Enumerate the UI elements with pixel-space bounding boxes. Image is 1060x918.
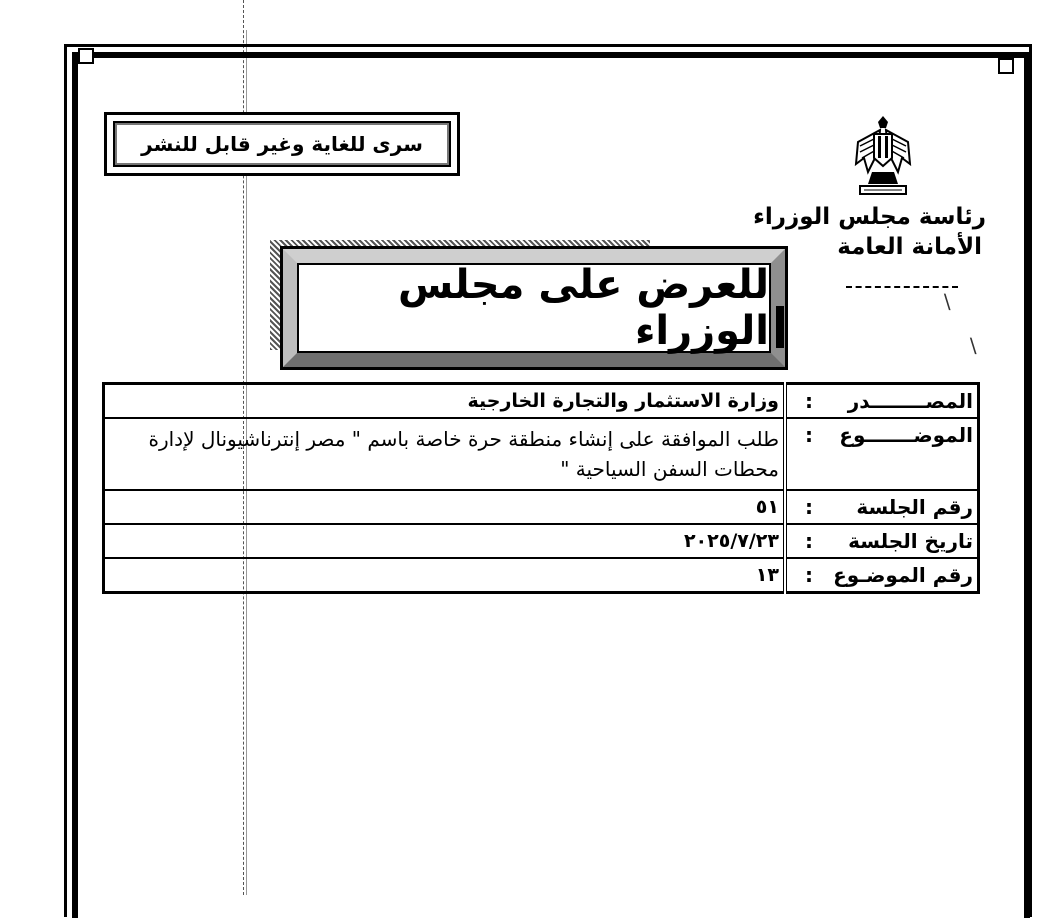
handwritten-mark-icon: ∖ xyxy=(940,290,953,314)
table-label-cell xyxy=(785,490,979,524)
table-row xyxy=(104,418,979,490)
frame-corner-right xyxy=(998,58,1014,74)
frame-corner-left xyxy=(78,48,94,64)
table-label-cell xyxy=(785,384,979,419)
session-date-value: ٢٠٢٥/٧/٢٣ xyxy=(104,524,786,558)
classification-label: سرى للغاية وغير قابل للنشر xyxy=(113,121,451,167)
label-colon: : xyxy=(805,389,813,413)
title-banner xyxy=(280,246,788,370)
label-colon: : xyxy=(805,423,813,447)
secretariat-name: الأمانة العامة xyxy=(837,234,982,260)
table-row xyxy=(104,524,979,558)
document-title: للعرض على مجلس الوزراء xyxy=(297,263,771,353)
session-number-value: ٥١ xyxy=(104,490,786,524)
table-row xyxy=(104,558,979,593)
title-banner-edge-mark xyxy=(776,306,784,348)
table-row xyxy=(104,384,979,419)
session-info-table xyxy=(102,382,980,594)
table-label-cell xyxy=(785,524,979,558)
handwritten-mark-icon: ∖ xyxy=(966,334,979,358)
label-colon: : xyxy=(805,529,813,553)
source-value: وزارة الاستثمار والتجارة الخارجية xyxy=(104,384,786,419)
table-label-cell xyxy=(785,558,979,593)
ministry-name: رئاسة مجلس الوزراء xyxy=(753,204,986,230)
source-label: المصــــــــدر xyxy=(847,389,973,413)
eagle-emblem-icon xyxy=(850,112,916,200)
subject-label: الموضـــــــوع xyxy=(839,423,973,447)
session-number-label: رقم الجلسة xyxy=(856,495,973,519)
topic-number-value: ١٣ xyxy=(104,558,786,593)
table-row xyxy=(104,490,979,524)
table-label-cell xyxy=(785,418,979,490)
classification-box xyxy=(104,112,460,176)
session-date-label: تاريخ الجلسة xyxy=(848,529,973,553)
header-separator xyxy=(846,286,958,288)
topic-number-label: رقم الموضـوع xyxy=(833,563,973,587)
label-colon: : xyxy=(805,495,813,519)
subject-value: طلب الموافقة على إنشاء منطقة حرة خاصة باسم " مصر إنترناشيونال لإدارة محطات السفن السياحية " xyxy=(104,418,786,490)
label-colon: : xyxy=(805,563,813,587)
